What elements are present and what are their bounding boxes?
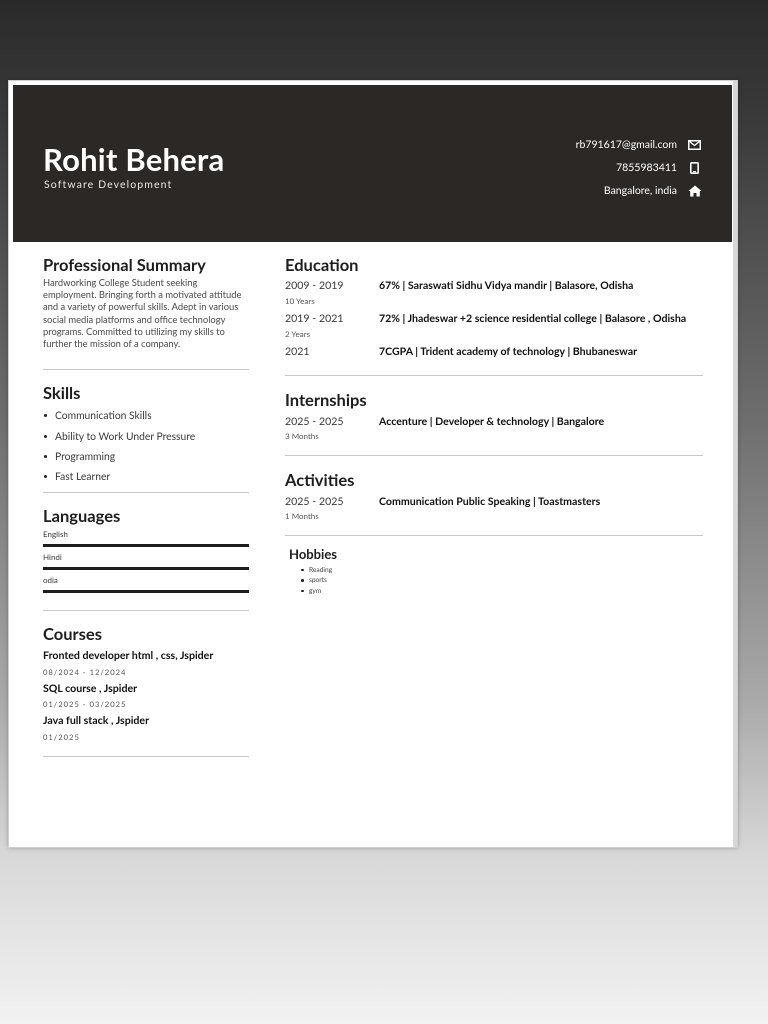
education-section xyxy=(285,255,703,359)
course-item xyxy=(43,715,249,742)
section-divider xyxy=(43,756,249,757)
internship-entry xyxy=(285,416,703,443)
hobby-item: gym xyxy=(289,587,703,598)
education-heading: Education xyxy=(285,255,359,275)
hobby-item: Reading xyxy=(289,566,703,577)
internships-section xyxy=(285,390,703,443)
candidate-name: Rohit Behera xyxy=(43,140,225,178)
course-item xyxy=(43,650,249,677)
education-years: 2019 - 2021 xyxy=(285,313,344,325)
section-divider xyxy=(285,375,703,376)
skill-item: Ability to Work Under Pressure xyxy=(43,430,249,450)
language-item: odia xyxy=(43,575,58,586)
education-entry xyxy=(285,313,703,340)
activity-years: 2025 - 2025 xyxy=(285,495,344,508)
education-duration: 2 Years xyxy=(285,328,311,339)
skills-heading: Skills xyxy=(43,383,81,404)
internship-years-block xyxy=(285,416,379,443)
activity-years-block xyxy=(285,496,379,523)
section-divider xyxy=(285,535,703,536)
course-date: 01/2025 - 03/2025 xyxy=(43,699,127,710)
hobbies-list xyxy=(289,566,703,598)
left-column xyxy=(43,255,249,757)
hobby-item: sports xyxy=(289,576,703,587)
education-description: 72% | Jhadeswar +2 science residential college | Balasore , Odisha xyxy=(379,313,687,325)
education-duration: 10 Years xyxy=(285,295,315,306)
summary-text: Hardworking College Student seeking employment. Bringing forth a motivated attitude and a variety of powerful skills. Adept in various social media platforms and office technology programs. Committed to utilizing my skills to further the mission of a company. xyxy=(43,278,242,351)
skill-item: Programming xyxy=(43,450,249,470)
course-date: 01/2025 xyxy=(43,731,80,742)
skills-section xyxy=(43,383,249,490)
contact-phone[interactable]: 7855983411 xyxy=(616,161,677,174)
contact-block xyxy=(576,133,702,202)
language-level-bar xyxy=(43,567,249,570)
internship-duration: 3 Months xyxy=(285,431,319,441)
course-date: 08/2024 - 12/2024 xyxy=(43,666,127,677)
internship-years: 2025 - 2025 xyxy=(285,415,344,428)
envelope-icon xyxy=(687,138,702,151)
skill-item: Communication Skills xyxy=(43,409,249,429)
summary-section xyxy=(43,255,249,351)
education-years-block xyxy=(285,280,379,307)
course-title: Fronted developer html , css, Jspider xyxy=(43,650,214,663)
skills-list xyxy=(43,409,249,490)
courses-heading: Courses xyxy=(43,624,102,645)
section-divider xyxy=(43,492,249,493)
mobile-phone-icon xyxy=(687,161,702,174)
language-level-bar xyxy=(43,590,249,593)
education-description: 7CGPA | Trident academy of technology | Bhubaneswar xyxy=(379,346,638,358)
education-years: 2009 - 2019 xyxy=(285,280,344,292)
course-title: SQL course , Jspider xyxy=(43,682,138,695)
right-column xyxy=(285,255,703,597)
internships-heading: Internships xyxy=(285,389,367,410)
language-item: English xyxy=(43,529,68,540)
education-description: 67% | Saraswati Sidhu Vidya mandir | Balasore, Odisha xyxy=(379,280,634,292)
section-divider xyxy=(43,610,249,611)
skill-item: Fast Learner xyxy=(43,470,249,490)
internship-description: Accenture | Developer & technology | Bangalore xyxy=(379,415,605,428)
hobbies-section xyxy=(285,546,703,598)
section-divider xyxy=(285,455,703,456)
section-divider xyxy=(43,369,249,370)
language-item: Hindi xyxy=(43,552,62,563)
candidate-role: Software Development xyxy=(44,179,173,191)
contact-location: Bangalore, india xyxy=(603,184,677,197)
education-years-block xyxy=(285,313,379,340)
resume-header xyxy=(13,85,732,242)
resume-sheet xyxy=(8,80,738,848)
activity-entry xyxy=(285,496,703,523)
language-level-bar xyxy=(43,544,249,547)
home-icon xyxy=(687,184,702,197)
activity-description: Communication Public Speaking | Toastmasters xyxy=(379,495,601,508)
contact-email[interactable]: rb791617@gmail.com xyxy=(575,138,677,151)
course-title: Java full stack , Jspider xyxy=(43,715,150,728)
courses-section xyxy=(43,624,249,742)
summary-heading: Professional Summary xyxy=(43,255,206,275)
education-years: 2021 xyxy=(285,346,310,358)
contact-phone-row xyxy=(576,156,702,179)
course-item xyxy=(43,683,249,710)
activity-duration: 1 Months xyxy=(285,511,319,521)
activities-heading: Activities xyxy=(285,469,355,490)
activities-section xyxy=(285,470,703,523)
contact-email-row xyxy=(576,133,702,156)
education-entry xyxy=(285,280,703,307)
education-years-block xyxy=(285,346,379,359)
languages-section xyxy=(43,506,249,593)
languages-heading: Languages xyxy=(43,506,121,527)
hobbies-heading: Hobbies xyxy=(289,545,337,562)
education-entry xyxy=(285,346,703,359)
contact-location-row xyxy=(576,179,702,202)
